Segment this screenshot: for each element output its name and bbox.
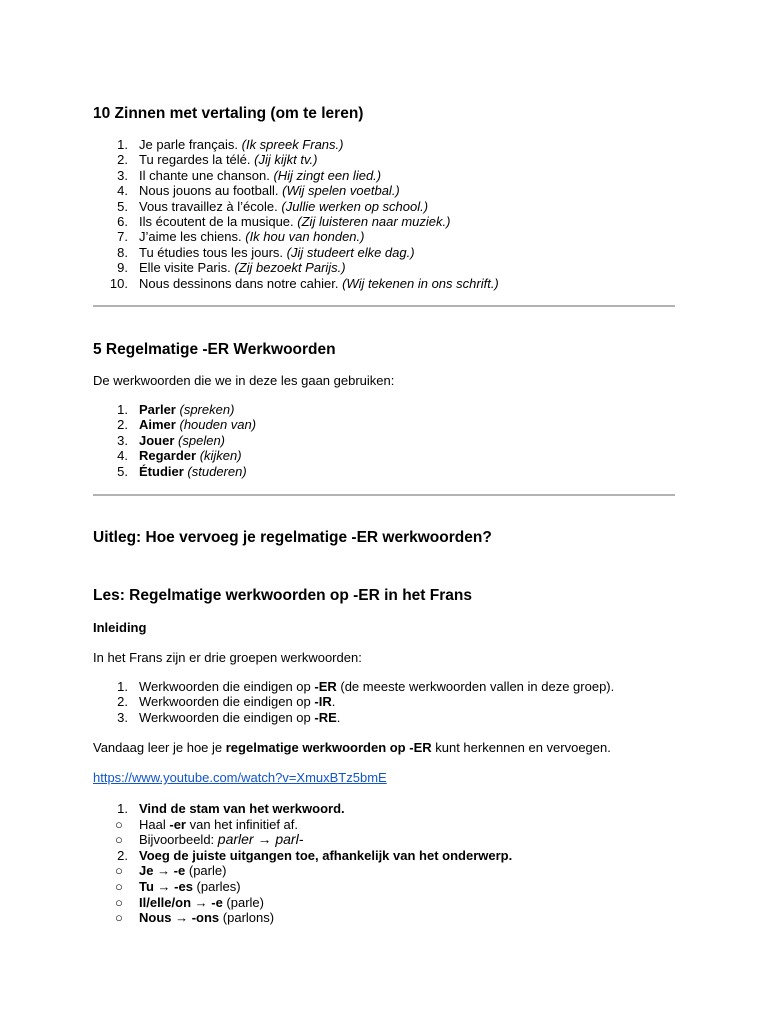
list-item: 2. Werkwoorden die eindigen op -IR. <box>117 694 336 710</box>
sub-list-item: ○ Haal -er van het infinitief af. <box>115 816 298 832</box>
step-item: 1. Vind de stam van het werkwoord. ○ Haal -er van het infinitief af. ○ Bijvoorbeeld: parler → parl- <box>93 801 512 848</box>
list-item: 6. Ils écoutent de la musique. (Zij luisteren naar muziek.) <box>117 214 451 230</box>
list-item: 2. Aimer (houden van) <box>117 417 257 433</box>
list-item: 3. Il chante une chanson. (Hij zingt een lied.) <box>117 167 382 183</box>
list-item: 3. Werkwoorden die eindigen op -RE. <box>117 709 341 725</box>
sentence-list <box>93 137 499 291</box>
video-link-line <box>93 770 387 786</box>
section-title-sentences: 10 Zinnen met vertaling (om te leren) <box>93 105 364 122</box>
section-title-lesson: Les: Regelmatige werkwoorden op -ER in het Frans <box>93 587 472 604</box>
list-item: 10. Nous dessinons dans notre cahier. (Wij tekenen in ons schrift.) <box>109 275 499 291</box>
list-item: 8. Tu étudies tous les jours. (Jij studeert elke dag.) <box>117 244 415 260</box>
sub-list-item: ○ Nous → -ons (parlons) <box>115 910 275 926</box>
list-item: 3. Jouer (spelen) <box>117 432 225 448</box>
list-item: 9. Elle visite Paris. (Zij bezoekt Parijs.) <box>117 260 346 276</box>
divider <box>93 494 675 496</box>
sub-list-item: ○ Il/elle/on → -e (parle) <box>115 894 264 910</box>
list-item: 4. Nous jouons au football. (Wij spelen voetbal.) <box>117 183 400 199</box>
list-item: 7. J’aime les chiens. (Ik hou van honden.) <box>117 229 365 245</box>
list-item: 5. Vous travaillez à l’école. (Jullie werken op school.) <box>117 198 429 214</box>
verb-groups-list <box>93 679 614 725</box>
sub-list-item: ○ Je → -e (parle) <box>115 863 227 879</box>
list-item: 2. Tu regardes la télé. (Jij kijkt tv.) <box>117 152 318 168</box>
sub-list <box>93 863 512 925</box>
groups-intro: In het Frans zijn er drie groepen werkwoorden: <box>93 650 362 665</box>
sub-list-item: ○ Bijvoorbeeld: parler → parl- <box>115 831 304 848</box>
section-title-verbs: 5 Regelmatige -ER Werkwoorden <box>93 341 336 358</box>
section-title-explanation: Uitleg: Hoe vervoeg je regelmatige -ER werkwoorden? <box>93 529 492 546</box>
verbs-intro: De werkwoorden die we in deze les gaan gebruiken: <box>93 373 395 388</box>
list-item: 1. Werkwoorden die eindigen op -ER (de meeste werkwoorden vallen in deze groep). <box>117 679 615 694</box>
sub-list <box>93 817 512 848</box>
verb-list <box>93 402 256 479</box>
youtube-link[interactable]: https://www.youtube.com/watch?v=XmuxBTz5bmE <box>93 770 387 785</box>
list-item: 1. Parler (spreken) <box>117 402 235 417</box>
step-item: 2. Voeg de juiste uitgangen toe, afhankelijk van het onderwerp. ○ Je → -e (parle) ○ Tu → -es (parles) ○ Il/elle/on → -e (parle) ○ Nous → -ons (parlons) <box>93 848 512 926</box>
sub-list-item: ○ Tu → -es (parles) <box>115 878 241 894</box>
lesson-goal: Vandaag leer je hoe je regelmatige werkwoorden op -ER kunt herkennen en vervoegen. <box>93 740 611 755</box>
subheading-introduction: Inleiding <box>93 620 147 635</box>
steps-list <box>93 801 512 926</box>
list-item: 1. Je parle français. (Ik spreek Frans.) <box>117 137 344 152</box>
list-item: 5. Étudier (studeren) <box>117 463 247 479</box>
divider <box>93 305 675 307</box>
list-item: 4. Regarder (kijken) <box>117 448 242 464</box>
